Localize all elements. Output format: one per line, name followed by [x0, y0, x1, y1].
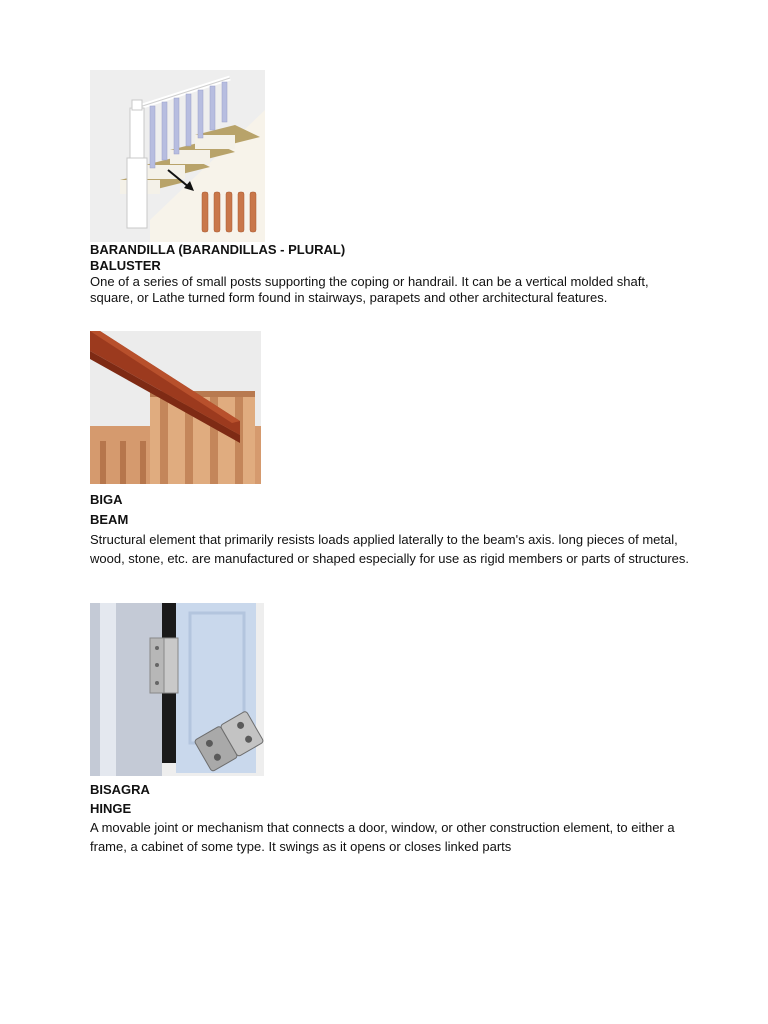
term-english: HINGE — [90, 801, 132, 816]
glossary-entry-beam — [90, 331, 690, 568]
term-english: BALUSTER — [90, 258, 161, 273]
hinge-image — [90, 603, 264, 776]
term-english: BEAM — [90, 512, 129, 527]
term-spanish: BISAGRA — [90, 782, 150, 797]
beam-image — [90, 331, 261, 484]
baluster-image — [90, 70, 265, 242]
term-spanish: BIGA — [90, 492, 123, 507]
glossary-entry-hinge — [90, 603, 690, 856]
term-spanish: BARANDILLA (BARANDILLAS - PLURAL) — [90, 242, 346, 257]
term-description: Structural element that primarily resists loads applied laterally to the beam's axis. long pieces of metal, wood, stone, etc. are manufactured or shaped especially for use as rigid members or parts of structures. — [90, 532, 690, 566]
term-description: A movable joint or mechanism that connects a door, window, or other construction element, to either a frame, a cabinet of some type. It swings as it opens or closes linked parts — [90, 820, 675, 854]
glossary-entry-baluster — [90, 70, 690, 306]
term-description: One of a series of small posts supporting the coping or handrail. It can be a vertical molded shaft, square, or Lathe turned form found in stairways, parapets and other architectural features. — [90, 274, 649, 305]
